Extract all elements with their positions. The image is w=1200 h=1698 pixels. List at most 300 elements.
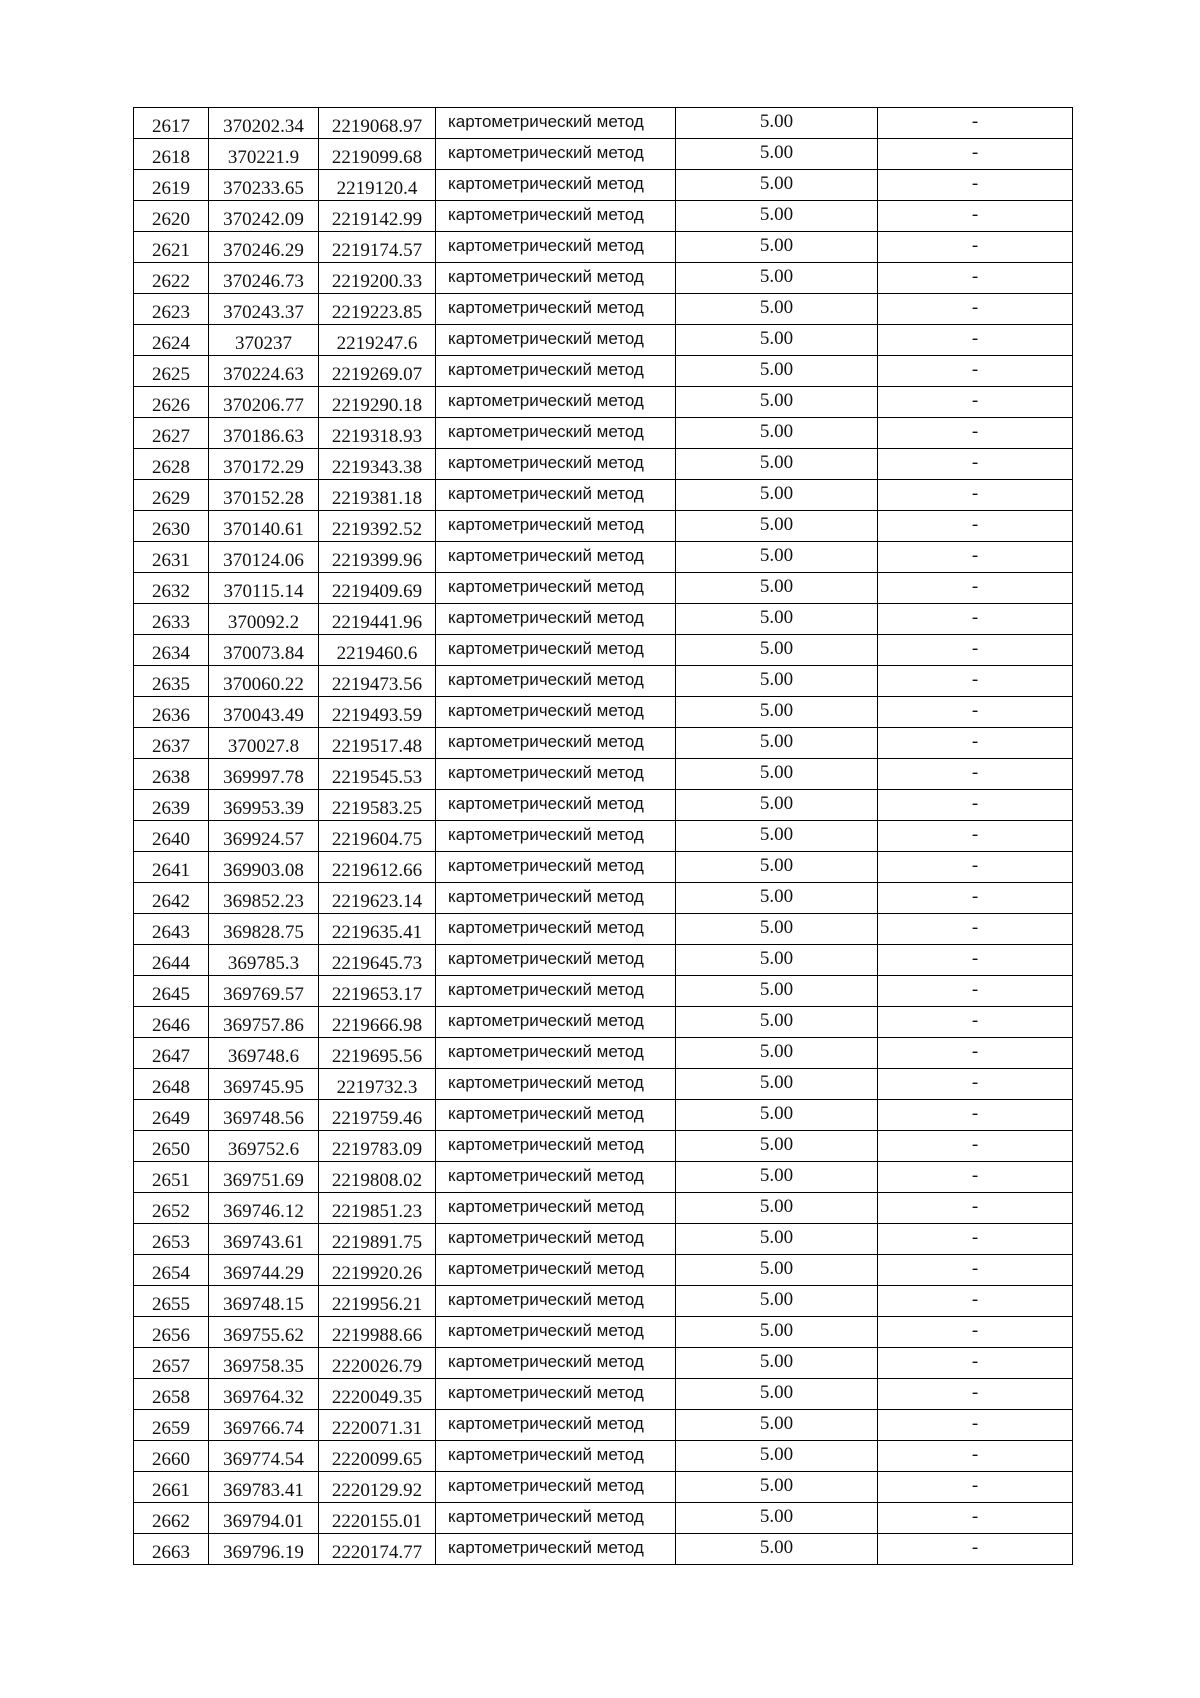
table-row: [134, 1193, 1073, 1224]
method-cell: картометрический метод: [436, 976, 676, 1007]
y-coordinate-cell: 2219635.41: [319, 914, 436, 945]
precision-cell: 5.00: [676, 759, 878, 790]
method-cell: картометрический метод: [436, 542, 676, 573]
method-cell: картометрический метод: [436, 759, 676, 790]
point-number-cell: 2619: [134, 170, 209, 201]
table-row: [134, 1472, 1073, 1503]
point-number-cell: 2655: [134, 1286, 209, 1317]
table-row: [134, 356, 1073, 387]
note-cell: -: [878, 1038, 1073, 1069]
method-cell: картометрический метод: [436, 232, 676, 263]
point-number-cell: 2636: [134, 697, 209, 728]
table-row: [134, 883, 1073, 914]
note-cell: -: [878, 480, 1073, 511]
table-row: [134, 1410, 1073, 1441]
note-cell: -: [878, 356, 1073, 387]
table-row: [134, 635, 1073, 666]
note-cell: -: [878, 914, 1073, 945]
note-cell: -: [878, 232, 1073, 263]
y-coordinate-cell: 2219545.53: [319, 759, 436, 790]
note-cell: -: [878, 1379, 1073, 1410]
point-number-cell: 2646: [134, 1007, 209, 1038]
note-cell: -: [878, 976, 1073, 1007]
method-cell: картометрический метод: [436, 108, 676, 139]
table-row: [134, 1007, 1073, 1038]
method-cell: картометрический метод: [436, 356, 676, 387]
point-number-cell: 2660: [134, 1441, 209, 1472]
table-row: [134, 201, 1073, 232]
x-coordinate-cell: 370242.09: [209, 201, 319, 232]
x-coordinate-cell: 369997.78: [209, 759, 319, 790]
table-row: [134, 790, 1073, 821]
x-coordinate-cell: 369748.15: [209, 1286, 319, 1317]
table-row: [134, 945, 1073, 976]
precision-cell: 5.00: [676, 1410, 878, 1441]
x-coordinate-cell: 369903.08: [209, 852, 319, 883]
method-cell: картометрический метод: [436, 511, 676, 542]
note-cell: -: [878, 1348, 1073, 1379]
table-row: [134, 387, 1073, 418]
point-number-cell: 2647: [134, 1038, 209, 1069]
method-cell: картометрический метод: [436, 666, 676, 697]
precision-cell: 5.00: [676, 387, 878, 418]
point-number-cell: 2663: [134, 1534, 209, 1565]
precision-cell: 5.00: [676, 635, 878, 666]
note-cell: -: [878, 1162, 1073, 1193]
x-coordinate-cell: 370224.63: [209, 356, 319, 387]
x-coordinate-cell: 369757.86: [209, 1007, 319, 1038]
y-coordinate-cell: 2219653.17: [319, 976, 436, 1007]
y-coordinate-cell: 2219956.21: [319, 1286, 436, 1317]
table-row: [134, 418, 1073, 449]
table-row: [134, 232, 1073, 263]
table-row: [134, 449, 1073, 480]
method-cell: картометрический метод: [436, 1379, 676, 1410]
note-cell: -: [878, 852, 1073, 883]
point-number-cell: 2650: [134, 1131, 209, 1162]
y-coordinate-cell: 2219120.4: [319, 170, 436, 201]
y-coordinate-cell: 2219223.85: [319, 294, 436, 325]
x-coordinate-cell: 369766.74: [209, 1410, 319, 1441]
point-number-cell: 2652: [134, 1193, 209, 1224]
table-row: [134, 697, 1073, 728]
precision-cell: 5.00: [676, 697, 878, 728]
x-coordinate-cell: 370202.34: [209, 108, 319, 139]
point-number-cell: 2622: [134, 263, 209, 294]
table-row: [134, 294, 1073, 325]
point-number-cell: 2625: [134, 356, 209, 387]
table-row: [134, 1131, 1073, 1162]
point-number-cell: 2657: [134, 1348, 209, 1379]
x-coordinate-cell: 369743.61: [209, 1224, 319, 1255]
precision-cell: 5.00: [676, 1286, 878, 1317]
x-coordinate-cell: 370206.77: [209, 387, 319, 418]
precision-cell: 5.00: [676, 976, 878, 1007]
point-number-cell: 2626: [134, 387, 209, 418]
note-cell: -: [878, 263, 1073, 294]
note-cell: -: [878, 635, 1073, 666]
method-cell: картометрический метод: [436, 1100, 676, 1131]
method-cell: картометрический метод: [436, 573, 676, 604]
point-number-cell: 2648: [134, 1069, 209, 1100]
point-number-cell: 2633: [134, 604, 209, 635]
x-coordinate-cell: 370186.63: [209, 418, 319, 449]
y-coordinate-cell: 2219068.97: [319, 108, 436, 139]
precision-cell: 5.00: [676, 1534, 878, 1565]
y-coordinate-cell: 2219583.25: [319, 790, 436, 821]
note-cell: -: [878, 1441, 1073, 1472]
x-coordinate-cell: 369745.95: [209, 1069, 319, 1100]
x-coordinate-cell: 369769.57: [209, 976, 319, 1007]
method-cell: картометрический метод: [436, 170, 676, 201]
table-row: [134, 511, 1073, 542]
method-cell: картометрический метод: [436, 635, 676, 666]
method-cell: картометрический метод: [436, 1162, 676, 1193]
y-coordinate-cell: 2219732.3: [319, 1069, 436, 1100]
point-number-cell: 2631: [134, 542, 209, 573]
note-cell: -: [878, 170, 1073, 201]
table-row: [134, 1162, 1073, 1193]
table-row: [134, 170, 1073, 201]
y-coordinate-cell: 2219623.14: [319, 883, 436, 914]
point-number-cell: 2624: [134, 325, 209, 356]
note-cell: -: [878, 1317, 1073, 1348]
y-coordinate-cell: 2219142.99: [319, 201, 436, 232]
x-coordinate-cell: 370060.22: [209, 666, 319, 697]
y-coordinate-cell: 2219269.07: [319, 356, 436, 387]
note-cell: -: [878, 449, 1073, 480]
x-coordinate-cell: 369744.29: [209, 1255, 319, 1286]
precision-cell: 5.00: [676, 1348, 878, 1379]
x-coordinate-cell: 370237: [209, 325, 319, 356]
y-coordinate-cell: 2219783.09: [319, 1131, 436, 1162]
point-number-cell: 2640: [134, 821, 209, 852]
precision-cell: 5.00: [676, 790, 878, 821]
precision-cell: 5.00: [676, 821, 878, 852]
note-cell: -: [878, 201, 1073, 232]
document-page: [133, 107, 1073, 1565]
y-coordinate-cell: 2219493.59: [319, 697, 436, 728]
table-row: [134, 1069, 1073, 1100]
y-coordinate-cell: 2219441.96: [319, 604, 436, 635]
method-cell: картометрический метод: [436, 387, 676, 418]
note-cell: -: [878, 666, 1073, 697]
point-number-cell: 2651: [134, 1162, 209, 1193]
x-coordinate-cell: 369764.32: [209, 1379, 319, 1410]
precision-cell: 5.00: [676, 1007, 878, 1038]
precision-cell: 5.00: [676, 511, 878, 542]
method-cell: картометрический метод: [436, 1317, 676, 1348]
note-cell: -: [878, 1503, 1073, 1534]
table-row: [134, 604, 1073, 635]
precision-cell: 5.00: [676, 852, 878, 883]
y-coordinate-cell: 2219409.69: [319, 573, 436, 604]
y-coordinate-cell: 2219318.93: [319, 418, 436, 449]
x-coordinate-cell: 369758.35: [209, 1348, 319, 1379]
table-row: [134, 1379, 1073, 1410]
table-row: [134, 728, 1073, 759]
method-cell: картометрический метод: [436, 1038, 676, 1069]
precision-cell: 5.00: [676, 325, 878, 356]
x-coordinate-cell: 370243.37: [209, 294, 319, 325]
point-number-cell: 2628: [134, 449, 209, 480]
method-cell: картометрический метод: [436, 790, 676, 821]
method-cell: картометрический метод: [436, 1131, 676, 1162]
point-number-cell: 2658: [134, 1379, 209, 1410]
precision-cell: 5.00: [676, 1162, 878, 1193]
table-row: [134, 263, 1073, 294]
method-cell: картометрический метод: [436, 1007, 676, 1038]
table-row: [134, 1348, 1073, 1379]
note-cell: -: [878, 821, 1073, 852]
precision-cell: 5.00: [676, 139, 878, 170]
precision-cell: 5.00: [676, 1100, 878, 1131]
precision-cell: 5.00: [676, 449, 878, 480]
x-coordinate-cell: 369751.69: [209, 1162, 319, 1193]
table-row: [134, 1441, 1073, 1472]
x-coordinate-cell: 369774.54: [209, 1441, 319, 1472]
point-number-cell: 2643: [134, 914, 209, 945]
point-number-cell: 2656: [134, 1317, 209, 1348]
note-cell: -: [878, 1472, 1073, 1503]
note-cell: -: [878, 945, 1073, 976]
precision-cell: 5.00: [676, 542, 878, 573]
y-coordinate-cell: 2219891.75: [319, 1224, 436, 1255]
note-cell: -: [878, 1007, 1073, 1038]
table-row: [134, 976, 1073, 1007]
precision-cell: 5.00: [676, 1131, 878, 1162]
table-row: [134, 1317, 1073, 1348]
precision-cell: 5.00: [676, 666, 878, 697]
method-cell: картометрический метод: [436, 1410, 676, 1441]
note-cell: -: [878, 1534, 1073, 1565]
precision-cell: 5.00: [676, 1472, 878, 1503]
x-coordinate-cell: 370073.84: [209, 635, 319, 666]
table-row: [134, 1038, 1073, 1069]
y-coordinate-cell: 2219759.46: [319, 1100, 436, 1131]
x-coordinate-cell: 369852.23: [209, 883, 319, 914]
y-coordinate-cell: 2219612.66: [319, 852, 436, 883]
note-cell: -: [878, 1069, 1073, 1100]
method-cell: картометрический метод: [436, 1348, 676, 1379]
precision-cell: 5.00: [676, 1255, 878, 1286]
precision-cell: 5.00: [676, 480, 878, 511]
note-cell: -: [878, 294, 1073, 325]
table-row: [134, 1224, 1073, 1255]
precision-cell: 5.00: [676, 1317, 878, 1348]
y-coordinate-cell: 2219666.98: [319, 1007, 436, 1038]
table-row: [134, 821, 1073, 852]
y-coordinate-cell: 2219517.48: [319, 728, 436, 759]
x-coordinate-cell: 370124.06: [209, 542, 319, 573]
method-cell: картометрический метод: [436, 1534, 676, 1565]
method-cell: картометрический метод: [436, 914, 676, 945]
precision-cell: 5.00: [676, 263, 878, 294]
method-cell: картометрический метод: [436, 852, 676, 883]
table-row: [134, 914, 1073, 945]
note-cell: -: [878, 790, 1073, 821]
coordinates-table-body: [134, 108, 1073, 1565]
point-number-cell: 2644: [134, 945, 209, 976]
table-row: [134, 325, 1073, 356]
x-coordinate-cell: 369785.3: [209, 945, 319, 976]
method-cell: картометрический метод: [436, 449, 676, 480]
point-number-cell: 2623: [134, 294, 209, 325]
note-cell: -: [878, 1286, 1073, 1317]
note-cell: -: [878, 1410, 1073, 1441]
method-cell: картометрический метод: [436, 1286, 676, 1317]
y-coordinate-cell: 2219604.75: [319, 821, 436, 852]
y-coordinate-cell: 2219645.73: [319, 945, 436, 976]
x-coordinate-cell: 369748.56: [209, 1100, 319, 1131]
note-cell: -: [878, 108, 1073, 139]
note-cell: -: [878, 1100, 1073, 1131]
x-coordinate-cell: 369752.6: [209, 1131, 319, 1162]
y-coordinate-cell: 2220155.01: [319, 1503, 436, 1534]
x-coordinate-cell: 370092.2: [209, 604, 319, 635]
x-coordinate-cell: 370140.61: [209, 511, 319, 542]
note-cell: -: [878, 1193, 1073, 1224]
table-row: [134, 1286, 1073, 1317]
coordinates-table: [133, 107, 1073, 1565]
x-coordinate-cell: 370152.28: [209, 480, 319, 511]
note-cell: -: [878, 697, 1073, 728]
table-row: [134, 1534, 1073, 1565]
method-cell: картометрический метод: [436, 418, 676, 449]
point-number-cell: 2654: [134, 1255, 209, 1286]
y-coordinate-cell: 2219174.57: [319, 232, 436, 263]
precision-cell: 5.00: [676, 418, 878, 449]
y-coordinate-cell: 2220099.65: [319, 1441, 436, 1472]
precision-cell: 5.00: [676, 232, 878, 263]
x-coordinate-cell: 370246.29: [209, 232, 319, 263]
method-cell: картометрический метод: [436, 728, 676, 759]
precision-cell: 5.00: [676, 728, 878, 759]
point-number-cell: 2627: [134, 418, 209, 449]
precision-cell: 5.00: [676, 604, 878, 635]
x-coordinate-cell: 369796.19: [209, 1534, 319, 1565]
point-number-cell: 2637: [134, 728, 209, 759]
y-coordinate-cell: 2220071.31: [319, 1410, 436, 1441]
precision-cell: 5.00: [676, 108, 878, 139]
point-number-cell: 2653: [134, 1224, 209, 1255]
point-number-cell: 2632: [134, 573, 209, 604]
table-row: [134, 852, 1073, 883]
y-coordinate-cell: 2219290.18: [319, 387, 436, 418]
y-coordinate-cell: 2220129.92: [319, 1472, 436, 1503]
point-number-cell: 2620: [134, 201, 209, 232]
precision-cell: 5.00: [676, 573, 878, 604]
method-cell: картометрический метод: [436, 883, 676, 914]
table-row: [134, 1100, 1073, 1131]
y-coordinate-cell: 2219473.56: [319, 666, 436, 697]
point-number-cell: 2645: [134, 976, 209, 1007]
x-coordinate-cell: 369794.01: [209, 1503, 319, 1534]
point-number-cell: 2661: [134, 1472, 209, 1503]
precision-cell: 5.00: [676, 1193, 878, 1224]
note-cell: -: [878, 1224, 1073, 1255]
method-cell: картометрический метод: [436, 480, 676, 511]
table-row: [134, 108, 1073, 139]
y-coordinate-cell: 2219460.6: [319, 635, 436, 666]
point-number-cell: 2618: [134, 139, 209, 170]
y-coordinate-cell: 2219808.02: [319, 1162, 436, 1193]
note-cell: -: [878, 573, 1073, 604]
x-coordinate-cell: 370246.73: [209, 263, 319, 294]
y-coordinate-cell: 2219695.56: [319, 1038, 436, 1069]
method-cell: картометрический метод: [436, 1069, 676, 1100]
note-cell: -: [878, 604, 1073, 635]
x-coordinate-cell: 370027.8: [209, 728, 319, 759]
table-row: [134, 1503, 1073, 1534]
precision-cell: 5.00: [676, 1038, 878, 1069]
precision-cell: 5.00: [676, 356, 878, 387]
method-cell: картометрический метод: [436, 697, 676, 728]
point-number-cell: 2617: [134, 108, 209, 139]
table-row: [134, 1255, 1073, 1286]
x-coordinate-cell: 370172.29: [209, 449, 319, 480]
point-number-cell: 2649: [134, 1100, 209, 1131]
point-number-cell: 2638: [134, 759, 209, 790]
method-cell: картометрический метод: [436, 1255, 676, 1286]
method-cell: картометрический метод: [436, 263, 676, 294]
method-cell: картометрический метод: [436, 1472, 676, 1503]
y-coordinate-cell: 2219392.52: [319, 511, 436, 542]
x-coordinate-cell: 370233.65: [209, 170, 319, 201]
table-row: [134, 573, 1073, 604]
table-row: [134, 759, 1073, 790]
precision-cell: 5.00: [676, 945, 878, 976]
precision-cell: 5.00: [676, 1503, 878, 1534]
table-row: [134, 542, 1073, 573]
point-number-cell: 2641: [134, 852, 209, 883]
point-number-cell: 2635: [134, 666, 209, 697]
method-cell: картометрический метод: [436, 201, 676, 232]
y-coordinate-cell: 2219200.33: [319, 263, 436, 294]
table-row: [134, 480, 1073, 511]
y-coordinate-cell: 2220174.77: [319, 1534, 436, 1565]
x-coordinate-cell: 369748.6: [209, 1038, 319, 1069]
x-coordinate-cell: 370115.14: [209, 573, 319, 604]
point-number-cell: 2639: [134, 790, 209, 821]
point-number-cell: 2662: [134, 1503, 209, 1534]
method-cell: картометрический метод: [436, 604, 676, 635]
method-cell: картометрический метод: [436, 945, 676, 976]
x-coordinate-cell: 369755.62: [209, 1317, 319, 1348]
y-coordinate-cell: 2219343.38: [319, 449, 436, 480]
x-coordinate-cell: 370221.9: [209, 139, 319, 170]
note-cell: -: [878, 759, 1073, 790]
precision-cell: 5.00: [676, 1224, 878, 1255]
point-number-cell: 2659: [134, 1410, 209, 1441]
precision-cell: 5.00: [676, 1069, 878, 1100]
method-cell: картометрический метод: [436, 294, 676, 325]
y-coordinate-cell: 2220026.79: [319, 1348, 436, 1379]
point-number-cell: 2630: [134, 511, 209, 542]
table-row: [134, 139, 1073, 170]
precision-cell: 5.00: [676, 294, 878, 325]
note-cell: -: [878, 1255, 1073, 1286]
precision-cell: 5.00: [676, 914, 878, 945]
precision-cell: 5.00: [676, 1379, 878, 1410]
note-cell: -: [878, 542, 1073, 573]
precision-cell: 5.00: [676, 1441, 878, 1472]
x-coordinate-cell: 369746.12: [209, 1193, 319, 1224]
y-coordinate-cell: 2219988.66: [319, 1317, 436, 1348]
y-coordinate-cell: 2219099.68: [319, 139, 436, 170]
note-cell: -: [878, 387, 1073, 418]
y-coordinate-cell: 2220049.35: [319, 1379, 436, 1410]
